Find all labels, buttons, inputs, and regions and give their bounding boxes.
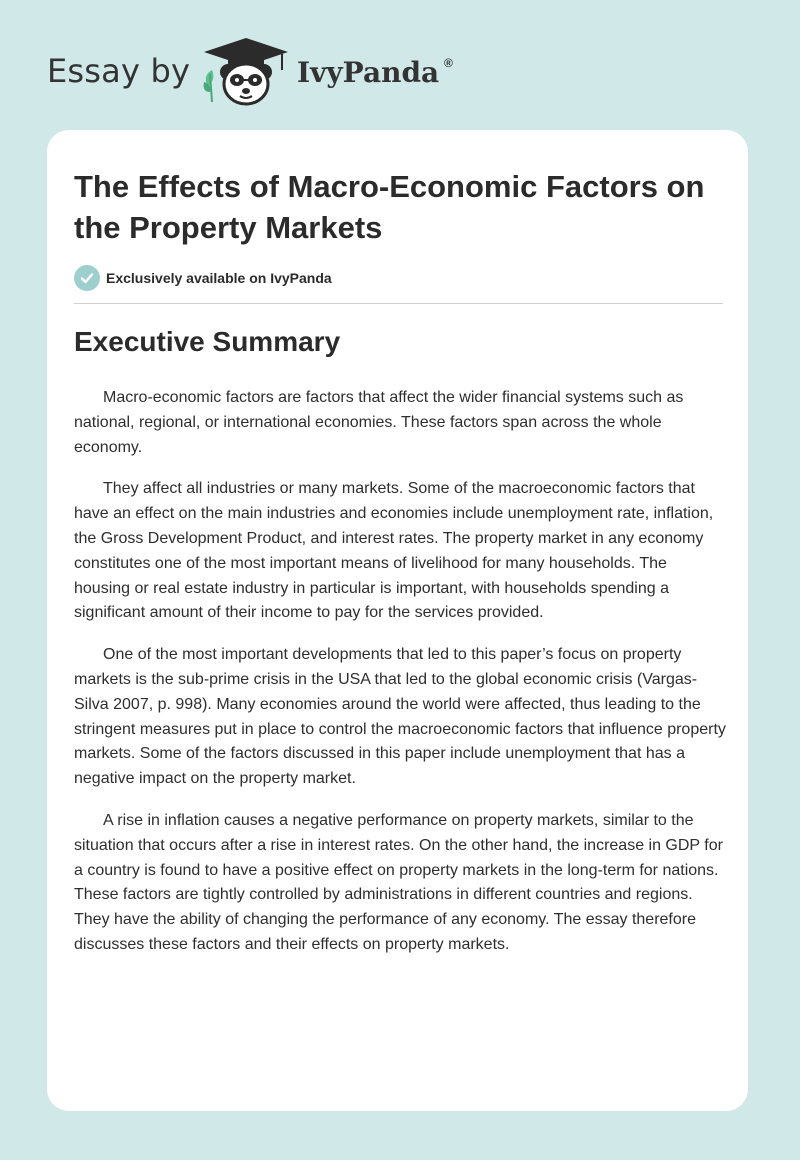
paragraph: One of the most important developments that led to this paper’s focus on property markets is the sub-prime crisis in the USA that led to the global economic crisis (Vargas-Silva 2007, p. 998). Many economies around the world were affected, thus leading to the stringent measures put in place to control the macroeconomic factors that influence property markets. Some of the factors discussed in this paper include unemployment that has a negative impact on the property market. xyxy=(74,646,726,788)
badge-text: Exclusively available on IvyPanda xyxy=(106,270,332,286)
paragraph: A rise in inflation causes a negative performance on property markets, similar to the situation that occurs after a rise in interest rates. On the other hand, the increase in GDP for a country is found to have a positive effect on property markets in the long-term for nations. These factors are tightly controlled by administrations in different countries and regions. They have the ability of changing the performance of any economy. The essay therefore discusses these factors and their effects on property markets. xyxy=(74,811,723,953)
paragraph: They affect all industries or many markets. Some of the macroeconomic factors that have an effect on the main industries and economies include unemployment rate, inflation, the Gross Development Product, and interest rates. The property market in any economy constitutes one of the most important means of livelihood for many households. The housing or real estate industry in particular is important, with households spending a significant amount of their income to pay for the services provided. xyxy=(74,480,714,622)
site-header xyxy=(0,0,800,130)
exclusive-badge xyxy=(74,265,332,291)
paragraph: Macro-economic factors are factors that affect the wider financial systems such as national, regional, or international economies. These factors span across the whole economy. xyxy=(74,389,684,456)
article-body xyxy=(74,386,726,975)
panda-logo-icon[interactable] xyxy=(198,36,294,108)
article-title: The Effects of Macro-Economic Factors on the Property Markets xyxy=(74,169,705,245)
brand-prefix: Essay by xyxy=(47,52,191,90)
section-heading: Executive Summary xyxy=(74,326,341,357)
article-card xyxy=(47,130,748,1111)
registered-mark: ® xyxy=(444,56,453,70)
brand-name[interactable]: IvyPanda xyxy=(297,56,440,89)
checkmark-icon xyxy=(74,265,100,291)
divider xyxy=(74,303,723,304)
